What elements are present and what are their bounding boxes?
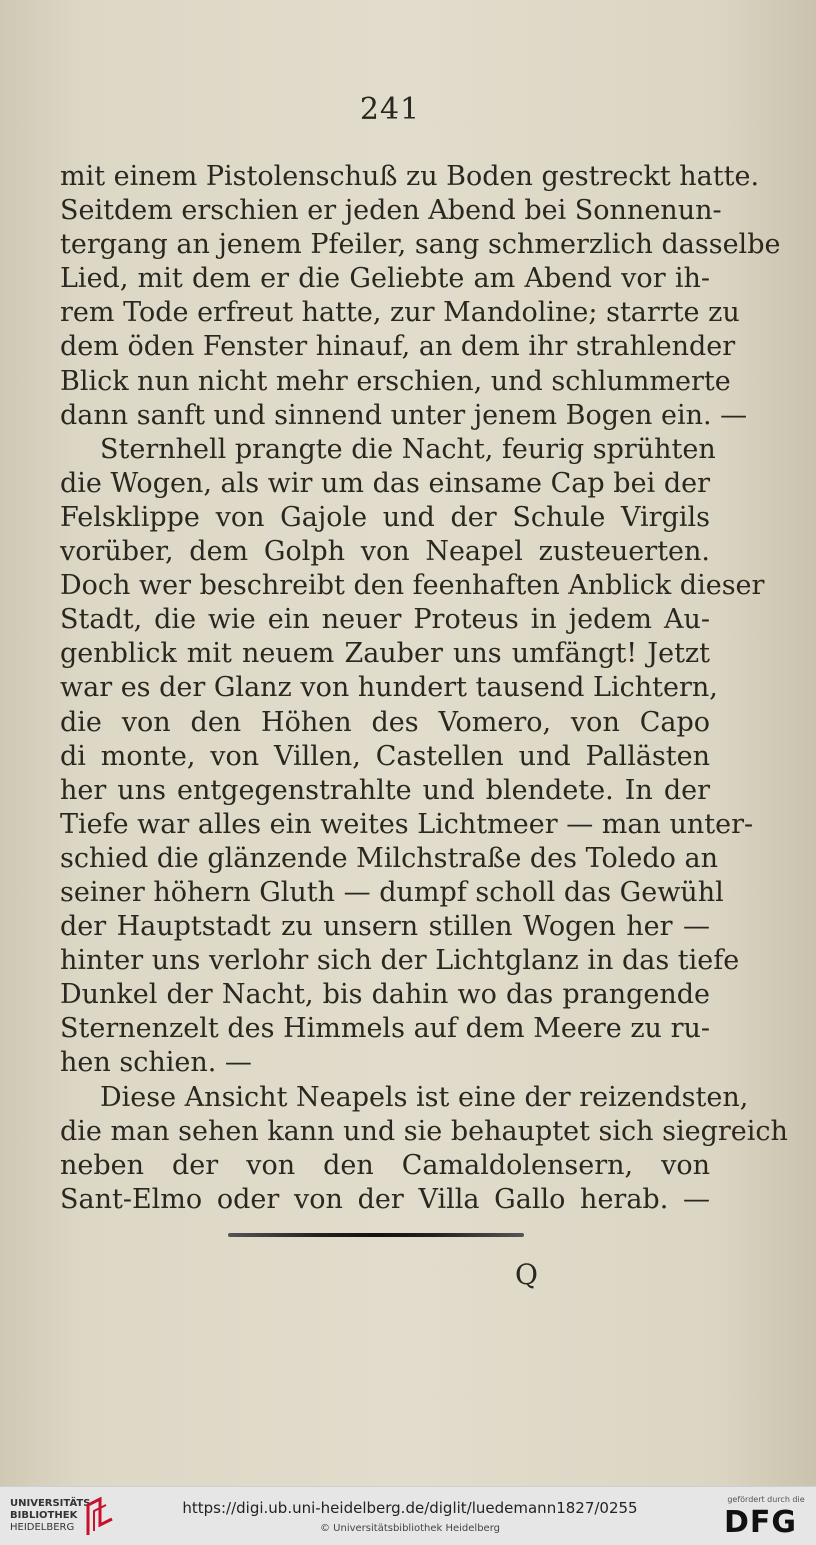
text-line: Sternhell prangte die Nacht, feurig sprühten [100,433,716,465]
copyright-notice: © Universitätsbibliothek Heidelberg [319,1523,500,1534]
text-line: schied die glänzende Milchstraße des Toledo an [60,842,718,874]
text-line: Sternenzelt des Himmels auf dem Meere zu ru- [60,1013,710,1045]
text-line: Tiefe war alles ein weites Lichtmeer — man unter- [60,808,754,840]
logo-line: UNIVERSITÄTS- [10,1498,95,1509]
dfg-logo[interactable]: DFG [724,1505,798,1540]
text-line: dann sanft und sinnend unter jenem Bogen ein. — [60,399,748,431]
text-line: di monte, von Villen, Castellen und Pallästen [60,740,710,772]
end-rule [228,1233,524,1237]
text-line: tergang an jenem Pfeiler, sang schmerzlich dasselbe [60,229,781,261]
text-line: war es der Glanz von hundert tausend Lichtern, [60,672,718,704]
library-logo-icon[interactable] [84,1495,114,1537]
text-line: seiner höhern Gluth — dumpf scholl das Gewühl [60,876,724,908]
text-line: Diese Ansicht Neapels ist eine der reizendsten, [100,1081,749,1113]
text-line: Doch wer beschreibt den feenhaften Anblick dieser [60,570,765,602]
text-line: genblick mit neuem Zauber uns umfängt! Jetzt [60,638,710,670]
text-line: Felsklippe von Gajole und der Schule Virgils [60,501,710,533]
text-line: Lied, mit dem er die Geliebte am Abend vor ih- [60,263,710,295]
logo-line: HEIDELBERG [10,1522,75,1533]
text-line: Stadt, die wie ein neuer Proteus in jedem Au- [60,604,710,636]
text-line: der Hauptstadt zu unsern stillen Wogen her — [60,911,710,943]
dfg-caption: gefördert durch die [727,1495,805,1504]
text-line: hinter uns verlohr sich der Lichtglanz in das tiefe [60,945,740,977]
text-line: mit einem Pistolenschuß zu Boden gestreckt hatte. [60,161,760,192]
text-line: die Wogen, als wir um das einsame Cap bei der [60,467,710,499]
text-line: Seitdem erschien er jeden Abend bei Sonnenun- [60,195,722,227]
text-line: dem öden Fenster hinauf, an dem ihr strahlender [60,331,736,363]
logo-line: BIBLIOTHEK [10,1510,78,1521]
text-line: die von den Höhen des Vomero, von Capo [60,706,710,738]
text-line: vorüber, dem Golph von Neapel zusteuerten. [60,536,710,568]
text-line: neben der von den Camaldolensern, von [60,1149,710,1181]
text-line: her uns entgegenstrahlte und blendete. In der [60,774,710,806]
signature-mark: Q [515,1258,538,1291]
text-line: rem Tode erfreut hatte, zur Mandoline; starrte zu [60,297,740,329]
library-logo-text[interactable] [10,1498,95,1534]
page-number: 241 [359,92,421,127]
text-line: Blick nun nicht mehr erschien, und schlummerte [60,365,731,397]
viewer-footer [0,1486,816,1545]
permalink-url[interactable]: https://digi.ub.uni-heidelberg.de/diglit/luedemann1827/0255 [182,1499,638,1517]
text-line: die man sehen kann und sie behauptet sich siegreich [60,1115,788,1147]
text-line: Dunkel der Nacht, bis dahin wo das prangende [60,979,710,1011]
text-line: Sant-Elmo oder von der Villa Gallo herab. — [60,1183,710,1215]
text-line: hen schien. — [60,1047,252,1079]
text-body [60,160,788,1217]
